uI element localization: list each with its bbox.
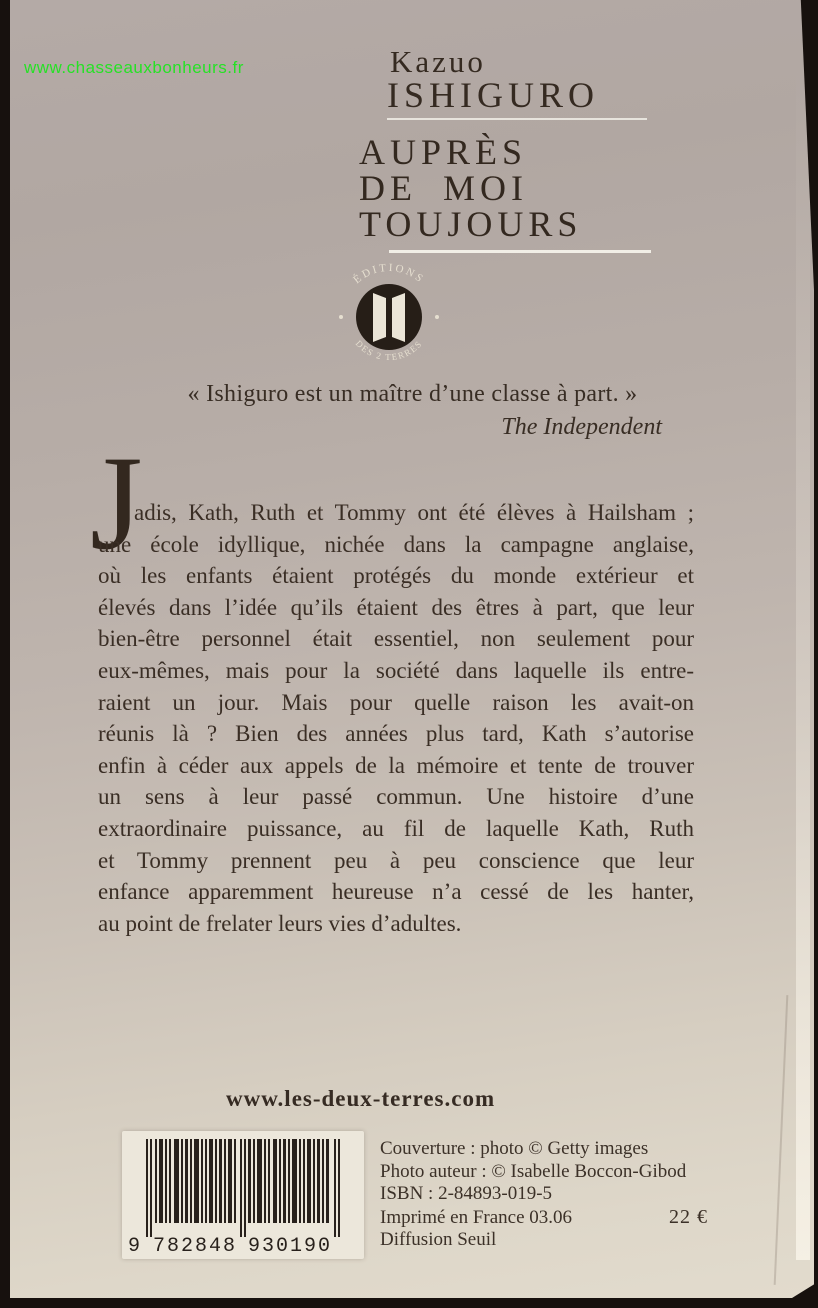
book-back-cover (10, 0, 814, 1298)
press-quote-source: The Independent (501, 414, 662, 440)
synopsis-line: un sens à leur passé commun. Une histoire d’une (98, 784, 694, 810)
barcode-bars (146, 1139, 340, 1237)
synopsis-line: eux-mêmes, mais pour la société dans laquelle ils entre- (98, 657, 694, 683)
barcode-digits-group2: 930190 (247, 1235, 333, 1258)
page-edge-highlight (796, 60, 810, 1260)
book-title-line-1: AUPRÈS (359, 132, 528, 172)
barcode-digits-group1: 782848 (152, 1235, 238, 1258)
author-last-name: ISHIGURO (387, 75, 600, 115)
cover-crease (774, 995, 789, 1285)
synopsis-text (98, 497, 694, 939)
synopsis-line: élevés dans l’idée qu’ils étaient des êtres à part, que leur (98, 594, 694, 620)
barcode (122, 1131, 364, 1259)
synopsis-line: une école idyllique, nichée dans la campagne anglaise, (98, 531, 694, 557)
watermark-text: www.chasseauxbonheurs.fr (24, 58, 244, 77)
synopsis-line: et Tommy prennent peu à peu conscience que leur (98, 847, 694, 873)
barcode-digit-left: 9 (128, 1235, 141, 1258)
credit-distribution: Diffusion Seuil (380, 1229, 497, 1250)
credit-author-photo: Photo auteur : © Isabelle Boccon-Gibod (380, 1160, 687, 1182)
synopsis-line: bien-être personnel était essentiel, non seulement pour (98, 626, 694, 652)
credit-cover-photo: Couverture : photo © Getty images (380, 1138, 649, 1159)
svg-text:ÉDITIONS (351, 262, 427, 286)
synopsis-line: raient un jour. Mais pour quelle raison les avait-on (98, 689, 694, 715)
publisher-logo-icon (324, 252, 454, 382)
divider-rule-top (387, 118, 647, 120)
credit-printed-in: Imprimé en France 03.06 (380, 1206, 573, 1228)
book-title-line-3: TOUJOURS (359, 204, 583, 244)
synopsis-line: où les enfants étaient protégés du monde extérieur et (98, 563, 694, 589)
price-label: 22 € (669, 1205, 708, 1228)
synopsis-line: enfance apparemment heureuse n’a cessé de les hanter, (98, 879, 694, 905)
credits-block (380, 1138, 716, 1252)
author-first-name: Kazuo (390, 44, 486, 79)
corner-shadow-bottom-right (792, 1282, 814, 1298)
synopsis-line: adis, Kath, Ruth et Tommy ont été élèves à Hailsham ; (134, 500, 694, 525)
synopsis-line: enfin à céder aux appels de la mémoire et tente de trouver (98, 752, 694, 778)
press-quote: « Ishiguro est un maître d’une classe à part. » (187, 381, 638, 407)
synopsis-line: réunis là ? Bien des années plus tard, Kath s’autorise (98, 721, 694, 747)
dropcap-letter: J (90, 429, 143, 578)
publisher-arc-top-text: ÉDITIONS (351, 261, 427, 287)
publisher-website-url: www.les-deux-terres.com (226, 1086, 496, 1111)
book-title-line-2: DE MOI (359, 168, 528, 208)
credit-isbn: ISBN : 2-84893-019-5 (380, 1183, 553, 1204)
synopsis-line: au point de frelater leurs vies d’adultes. (98, 910, 462, 936)
publisher-arc-bottom-text: DES 2 TERRES (353, 338, 425, 363)
synopsis-line: extraordinaire puissance, au fil de laquelle Kath, Ruth (98, 815, 694, 841)
